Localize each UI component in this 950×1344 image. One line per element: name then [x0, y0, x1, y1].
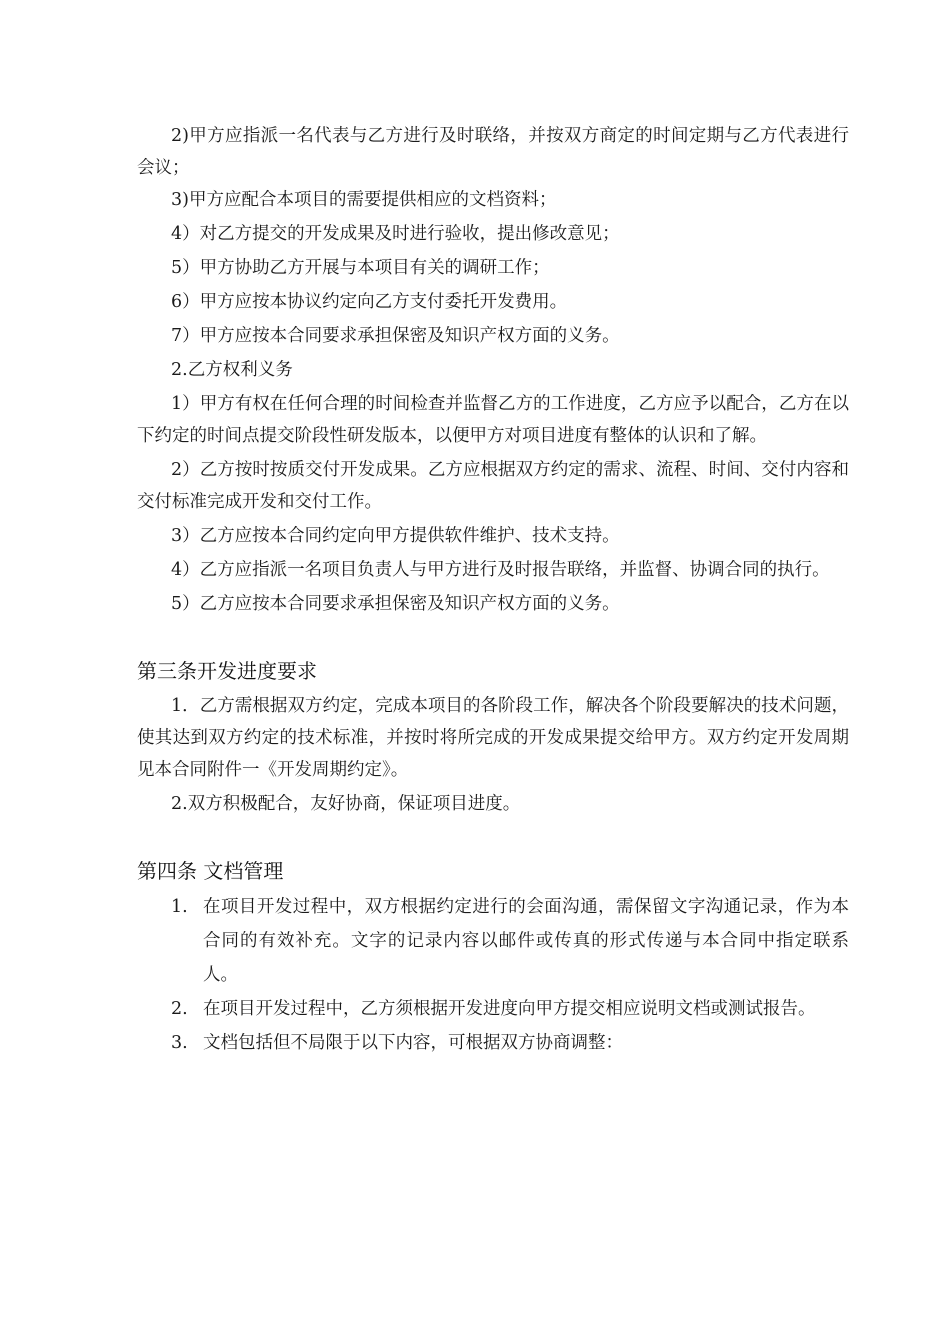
article-4-heading: 第四条 文档管理 — [137, 859, 284, 883]
list-item-number: 1. — [171, 897, 188, 917]
list-item-text: 文档包括但不局限于以下内容，可根据双方协商调整： — [203, 1033, 623, 1053]
article-3-body — [137, 690, 849, 820]
list-item-number: 2. — [171, 999, 188, 1019]
list-item-text: 在项目开发过程中，双方根据约定进行的会面沟通，需保留文字沟通记录，作为本合同的有效补充。文字的记录内容以邮件或传真的形式传递与本合同中指定联系人。 — [203, 897, 849, 985]
party-a-item-7: 7）甲方应按本合同要求承担保密及知识产权方面的义务。 — [171, 326, 620, 346]
party-b-item-3: 3）乙方应按本合同约定向甲方提供软件维护、技术支持。 — [171, 526, 620, 546]
party-a-item-6: 6）甲方应按本协议约定向乙方支付委托开发费用。 — [171, 292, 568, 312]
party-a-obligations — [137, 120, 849, 352]
list-item-text: 在项目开发过程中，乙方须根据开发进度向甲方提交相应说明文档或测试报告。 — [203, 999, 816, 1019]
article-4-list — [137, 890, 849, 1060]
party-b-obligations — [137, 354, 849, 620]
article-3-heading: 第三条开发进度要求 — [137, 659, 317, 683]
party-a-item-4: 4）对乙方提交的开发成果及时进行验收，提出修改意见； — [171, 224, 620, 244]
party-a-item-5: 5）甲方协助乙方开展与本项目有关的调研工作； — [171, 258, 550, 278]
party-b-item-1: 1）甲方有权在任何合理的时间检查并监督乙方的工作进度，乙方应予以配合，乙方在以下约定的时间点提交阶段性研发版本，以便甲方对项目进度有整体的认识和了解。 — [137, 394, 849, 446]
list-item — [137, 1026, 849, 1060]
document-body — [137, 120, 849, 1060]
party-b-item-5: 5）乙方应按本合同要求承担保密及知识产权方面的义务。 — [171, 594, 620, 614]
party-b-title: 2.乙方权利义务 — [171, 360, 293, 380]
party-b-item-2: 2）乙方按时按质交付开发成果。乙方应根据双方约定的需求、流程、时间、交付内容和交付标准完成开发和交付工作。 — [137, 460, 849, 512]
list-item — [137, 890, 849, 992]
party-a-item-2: 2)甲方应指派一名代表与乙方进行及时联络，并按双方商定的时间定期与乙方代表进行会议； — [137, 126, 849, 178]
article-3-item-1: 1．乙方需根据双方约定，完成本项目的各阶段工作，解决各个阶段要解决的技术问题，使其达到双方约定的技术标准，并按时将所完成的开发成果提交给甲方。双方约定开发周期见本合同附件一《开发周期约定》。 — [137, 696, 849, 780]
party-b-item-4: 4）乙方应指派一名项目负责人与甲方进行及时报告联络，并监督、协调合同的执行。 — [171, 560, 830, 580]
party-a-item-3: 3)甲方应配合本项目的需要提供相应的文档资料； — [171, 190, 557, 210]
list-item-number: 3. — [171, 1033, 188, 1053]
list-item — [137, 992, 849, 1026]
article-3-item-2: 2.双方积极配合，友好协商，保证项目进度。 — [171, 794, 521, 814]
